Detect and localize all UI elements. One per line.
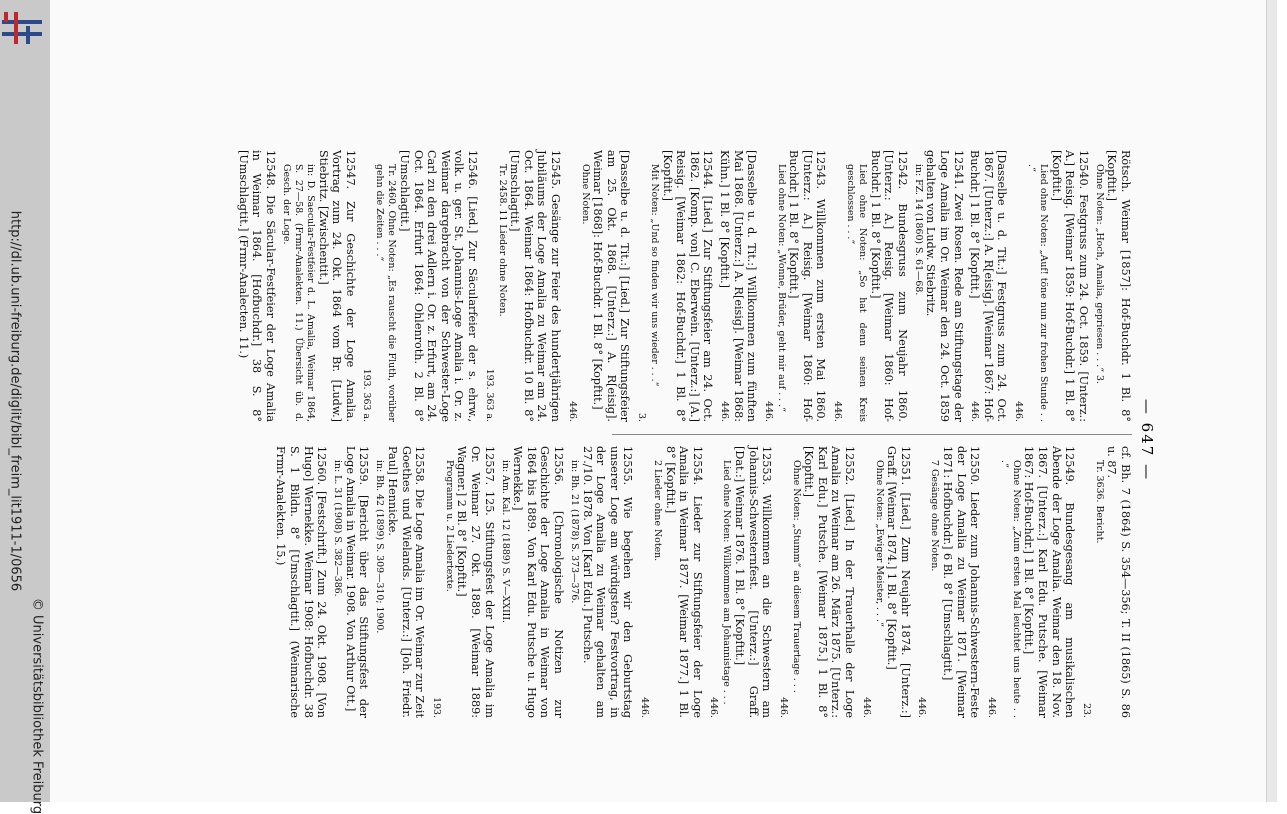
- bibliography-entry: [984, 446, 1076, 718]
- entry-number: 12546.: [466, 150, 480, 197]
- entry-reference: 446.: [1013, 401, 1025, 422]
- entry-reference: 193. 363 a.: [483, 368, 495, 422]
- entry-number: 12560.: [315, 446, 329, 491]
- entry-note: Ohne Noten: „Ewiger Meister, . . .“: [873, 460, 885, 627]
- entry-note: Tr. 2458. 11 Lieder ohne Noten.: [496, 164, 508, 317]
- entry-text: [Chronologische Notizen zur Geschichte der Loge Amalia in Weimar von 1864 bis 1889. Von Karl Edu. Putsche u. Hugo Wernekke.]: [511, 446, 565, 718]
- entry-note: Lied ohne Noten: „So hat denn seinen Kreis geschlossen . . .“: [845, 164, 869, 422]
- entry-text: Festgruss zum 24. Oct. 1859. [Unterz.: A.] Reisig. [Weimar 1859: Hof-Buchdr.] 1 Bl. 8° [Kopftit.]: [1049, 150, 1090, 422]
- entry-text: Willkommen an die Schwestern am Johannis-Schwesternfest. [Unterz.:] Graff. [Dat.:] Weimar 1876. 1 Bl. 8° [Kopftit.]: [732, 446, 774, 718]
- bibliography-entry: [499, 446, 565, 718]
- viewer-sidebar: [0, 0, 50, 814]
- entry-number: 12540.: [1076, 150, 1090, 195]
- entry-note: 7 Gesänge ohne Noten.: [929, 460, 941, 572]
- entry-text: Lieder zur Stiftungsfeier der Loge Amalia in Weimar 1877. [Weimar 1877.] 1 Bl. 8° [Kopftit.]: [663, 446, 704, 718]
- page-edge: [1266, 0, 1277, 802]
- entry-note: Ohne Noten: „Zum ersten Mal leuchtet uns heute . . .“: [998, 460, 1022, 718]
- entry-note: Lied ohne Noten: „Wonne, Brüder, geht mir auf . . .“: [775, 164, 787, 412]
- entry-text: Gesänge zur Feier des hundertjährigen Jubiläums der Loge Amalia zu Weimar am 24. Oct. 1864. Weimar 1864: Hofbuchdr. 10 Bl. 8° [Umschlagtit.]: [508, 150, 562, 422]
- bibliography-entry: [776, 446, 856, 718]
- entry-reference: 446.: [638, 697, 650, 718]
- entry-note: in: D. Saecular-Festfeier d. L. Amalia, Weimar 1864, S. 27—58. (Frmr-Analekten. 11.) Übersicht üb. d. Gesch. der Loge.: [281, 164, 317, 422]
- entry-number: 12558.: [413, 446, 427, 490]
- entry-reference: 193. 363 a.: [361, 368, 373, 422]
- entry-reference: 3.: [635, 413, 647, 422]
- entry-note: Lied ohne Noten: „Auf! töne nun zur frohen Stunde . . .“: [1026, 164, 1050, 422]
- bibliography-entry: [482, 150, 562, 422]
- entry-number: 12552.: [843, 446, 857, 494]
- entry-text: [Lied.] Zum Neujahr 1874. [Unterz.:] Graff. [Weimar 1874.] 1 Bl. 8° [Kopftit.]: [885, 446, 912, 718]
- entry-number: 12547.: [343, 150, 357, 202]
- bibliography-entry: [1093, 150, 1132, 422]
- bibliography-entry: [274, 446, 328, 718]
- entry-note: Lied ohne Noten: Willkommen am Johannistage . . .: [721, 460, 733, 705]
- entry-text: [Lied.] In der Trauerhalle der Loge Amalia zu Weimar am 26. März 1875. [Unterz.: Karl Edu.] Putsche. [Weimar 1875.] 1 Bl. 8° [Kopftit.]: [802, 446, 857, 719]
- entry-note: Ohne Noten: „Stumm“ an diesem Trauertage . . .: [790, 460, 802, 693]
- entry-reference: 446.: [832, 401, 844, 422]
- entry-text: cf. Bh. 7 (1864) S. 354—356; T. II (1865) S. 86 u. 87.: [1105, 446, 1132, 718]
- entry-number: 12544.: [701, 150, 715, 196]
- entry-number: 12554.: [690, 446, 704, 496]
- bibliography-entry: [912, 150, 965, 422]
- bibliography-entry: [761, 150, 827, 422]
- entry-note: in: FZ. 14 (1860) S. 61—68.: [912, 164, 924, 296]
- column-divider: [612, 434, 1132, 435]
- bibliography-entry: [331, 446, 370, 718]
- bibliography-entry: [634, 150, 714, 422]
- university-logo-icon[interactable]: [2, 8, 42, 48]
- entry-text: 125. Stiftungsfest der Loge Amalia im Or. Weimar 27. Okt. 1889. [Weimar 1889: Wagner.] 2 Bl. 8° [Kopftit.]: [455, 446, 496, 719]
- entry-reference: 23.: [1080, 703, 1092, 718]
- bibliography-entry: [373, 446, 426, 718]
- entry-number: 12556.: [552, 446, 565, 511]
- entry-text: [Bericht über das Stiftungsfest der Loge Amalia in Weimar. 1908. Von Arthur Ott.]: [343, 446, 371, 718]
- entry-number: 12549.: [1063, 446, 1077, 503]
- entry-reference: 446.: [916, 697, 928, 718]
- bibliography-entry: [831, 150, 909, 422]
- bibliography-entry: [565, 150, 631, 422]
- entry-reference: 446.: [718, 401, 730, 422]
- entry-text: Willkommen zum ersten Mai 1860. [Unterz.: A.] Reisig. [Weimar 1860: Hof-Buchdr.] 1 Bl. 8° [Kopftit.]: [787, 150, 828, 422]
- rotated-page-content: [222, 150, 1162, 730]
- bibliography-entry: [717, 150, 758, 422]
- bibliography-entry: [707, 446, 773, 718]
- bibliography-entry: [915, 446, 981, 718]
- entry-reference: 446.: [566, 401, 578, 422]
- entry-text: Rötsch. Weimar [1857]: Hof-Buchdr. 1 Bl. 8° [Kopftit.]: [1105, 150, 1132, 422]
- entry-text: [Festschrift.] Zum 24. Okt. 1908. [Von Hugo] Wernekke. Weimar 1908: Hofbuchdr. 38 S. 1 Bildn. 8° [Umschlagtit.] (Weimarische Frmr-Analekten. 15.): [274, 446, 329, 718]
- entry-reference: 446.: [969, 401, 981, 422]
- entry-note: 2 Lieder ohne Noten.: [651, 460, 663, 562]
- entry-number: 12555.: [621, 446, 635, 498]
- left-column: [233, 150, 1132, 422]
- entry-text: Die Säcular-Festfeier der Loge Amalia in Weimar 1864. [Hofbuchdr.] 38 S. 8° [Umschlagtit.] (Frmr-Analecten. 11.): [236, 150, 278, 423]
- entry-number: 12541.: [951, 150, 965, 194]
- entry-note: in: L. 31 (1908) S. 382—386.: [332, 460, 344, 597]
- entry-reference: 446.: [762, 401, 774, 422]
- bibliography-entry: [968, 150, 1009, 422]
- entry-text: [Dasselbe u. d. Tit.:] Festgruss zum 24. Oct. 1867. [Unterz.:] A. R[eisig]. [Weimar 1867: Hof-Buchdr.] 1 Bl. 8° [Kopftit.]: [968, 150, 1009, 422]
- entry-number: 12553.: [760, 446, 774, 495]
- entry-text: Bundesgesang am musikalischen Abende der Loge Amalia. Weimar den 18. Nov. 1867. [Unterz.:] Karl Edu. Putsche. [Weimar 1867: Hof-Buchdr.] 1 Bl. 8° [Kopftit.]: [1022, 446, 1077, 719]
- right-column: [271, 446, 1132, 718]
- entry-note: Programm u. 2 Liedertexte.: [443, 460, 455, 592]
- entry-text: [Lied.] Zur Säcularfeier der s. ehrw., volk. u. ger. St. Johannis-Loge Amalia i. Or. z. Weimar dargebracht von der Schwester-Loge Carl zu den drei Adlern i. Or. z. Erfurt, am 24. Oct. 1864. Erfurt 1864: Ohlenroth. 2 Bl. 8° [Umschlagtit.]: [398, 150, 480, 422]
- bibliography-entry: [1079, 446, 1132, 718]
- scanned-page: [50, 0, 1277, 802]
- entry-text: Lieder zum Johannis-Schwestern-Feste der Loge Amalia zu Weimar 1871. [Weimar 1871: Hofbuchdr.] 6 Bl. 8° [Umschlagtit.]: [941, 446, 982, 718]
- entry-reference: 446.: [777, 697, 789, 718]
- entry-text: [Dasselbe u. d. Tit.:] [Lied.] Zur Stiftungsfeier am 25. Okt. 1868. [Unterz.:] A. R[eisig]. Weimar [1868]: Hof-Buchdr. 1 Bl. 8° [Kopftit.]: [591, 150, 632, 422]
- page-number: — 647 —: [1138, 398, 1156, 482]
- entry-reference: 446.: [860, 697, 872, 718]
- entry-note: in: Am. Kal. 12 (1889) S. V—XXIII.: [499, 460, 511, 624]
- entry-note: Tr. 3636. Bericht.: [1093, 460, 1105, 544]
- entry-number: 12551.: [898, 446, 912, 493]
- bibliography-entry: [360, 150, 479, 422]
- copyright-notice: © Universitätsbibliothek Freiburg: [29, 597, 45, 814]
- entry-note: in: Bh. 21 (1878) S. 373—376.: [569, 460, 580, 604]
- entry-note: in: Bh. 42 (1899) S. 309—310; 1900.: [374, 460, 386, 634]
- entry-note: Ohne Noten: „Hoch, Amalia, gepriesen . . .“ 3.: [1093, 164, 1105, 384]
- document-url[interactable]: http://dl.ub.uni-freiburg.de/diglit/bibl_freim_lit1911-1/0656: [7, 210, 23, 592]
- entry-text: Bundesgruss zum Neujahr 1860. [Unterz.: A.] Reisig. [Weimar 1860: Hof-Buchdr.] 1 Bl. 8° [Kopftit.]: [868, 150, 909, 422]
- bibliography-entry: [568, 446, 634, 718]
- entry-note: Mit Noten: „Und so finden wir uns wieder . . .“: [648, 164, 660, 387]
- bibliography-entry: [637, 446, 703, 718]
- entry-note: Ohne Noten.: [579, 164, 591, 225]
- entry-number: 12550.: [968, 446, 982, 492]
- entry-note: Tr. 2460. Ohne Noten: „Es rauscht die Fluth, vorüber gehn die Zeiten . . .“: [374, 164, 398, 422]
- entry-text: Zwei Rosen. Rede am Stiftungstage der Loge Amalia im Or. Weimar den 24. Oct. 1859 gehalten von Ludw. Stiebritz.: [924, 150, 965, 423]
- entry-text: [Dasselbe u. d. Tit.:] Willkommen zum fünften Mai 1868. [Unterz.:] A. R[eisig]. [Weimar 1868: Kühn.] 1 Bl. 8° [Kopftit.]: [717, 150, 759, 422]
- entry-reference: 446.: [985, 697, 997, 718]
- bibliography-entry: [859, 446, 912, 718]
- bibliography-entry: [1011, 150, 1089, 422]
- entry-text: [Lied.] Zur Stiftungsfeier am 24. Oct. 1862. [Komp. von] C. Eberwein. [Unterz.:] [A.] Reisig. [Weimar 1862: Hof-Buchdr.] 1 Bl. 8° [Kopftit.]: [660, 150, 715, 423]
- entry-number: 12559.: [357, 446, 371, 495]
- entry-number: 12557.: [482, 446, 496, 491]
- entry-reference: 193.: [430, 697, 442, 718]
- bibliography-entry: [280, 150, 357, 422]
- entry-number: 12543.: [814, 150, 828, 199]
- entry-text: Zur Geschichte der Loge Amalia. Vortrag zum 24. Okt. 1864 vom Br. [Ludw.] Stiebritz. [Zwischentit.]: [316, 150, 357, 423]
- entry-number: 12542.: [895, 150, 909, 204]
- entry-reference: 446.: [708, 697, 720, 718]
- entry-text: Wie begehen wir den Geburtstag unserer Loge am würdigsten? Festvortrag, in der Loge Amalia zu Weimar gehalten am 27./10. 1878. Von [Karl Edu.] Putsche.: [580, 446, 635, 718]
- entry-text: Die Loge Amalia im Or. Weimar zur Zeit Goethes und Wielands. [Unterz.:] [Joh. Friedr. Paul] Hennicke.: [386, 446, 427, 718]
- bibliography-entry: [236, 150, 277, 422]
- entry-number: 12545.: [549, 150, 562, 194]
- entry-number: 12548.: [264, 150, 278, 196]
- bibliography-entry: [429, 446, 495, 718]
